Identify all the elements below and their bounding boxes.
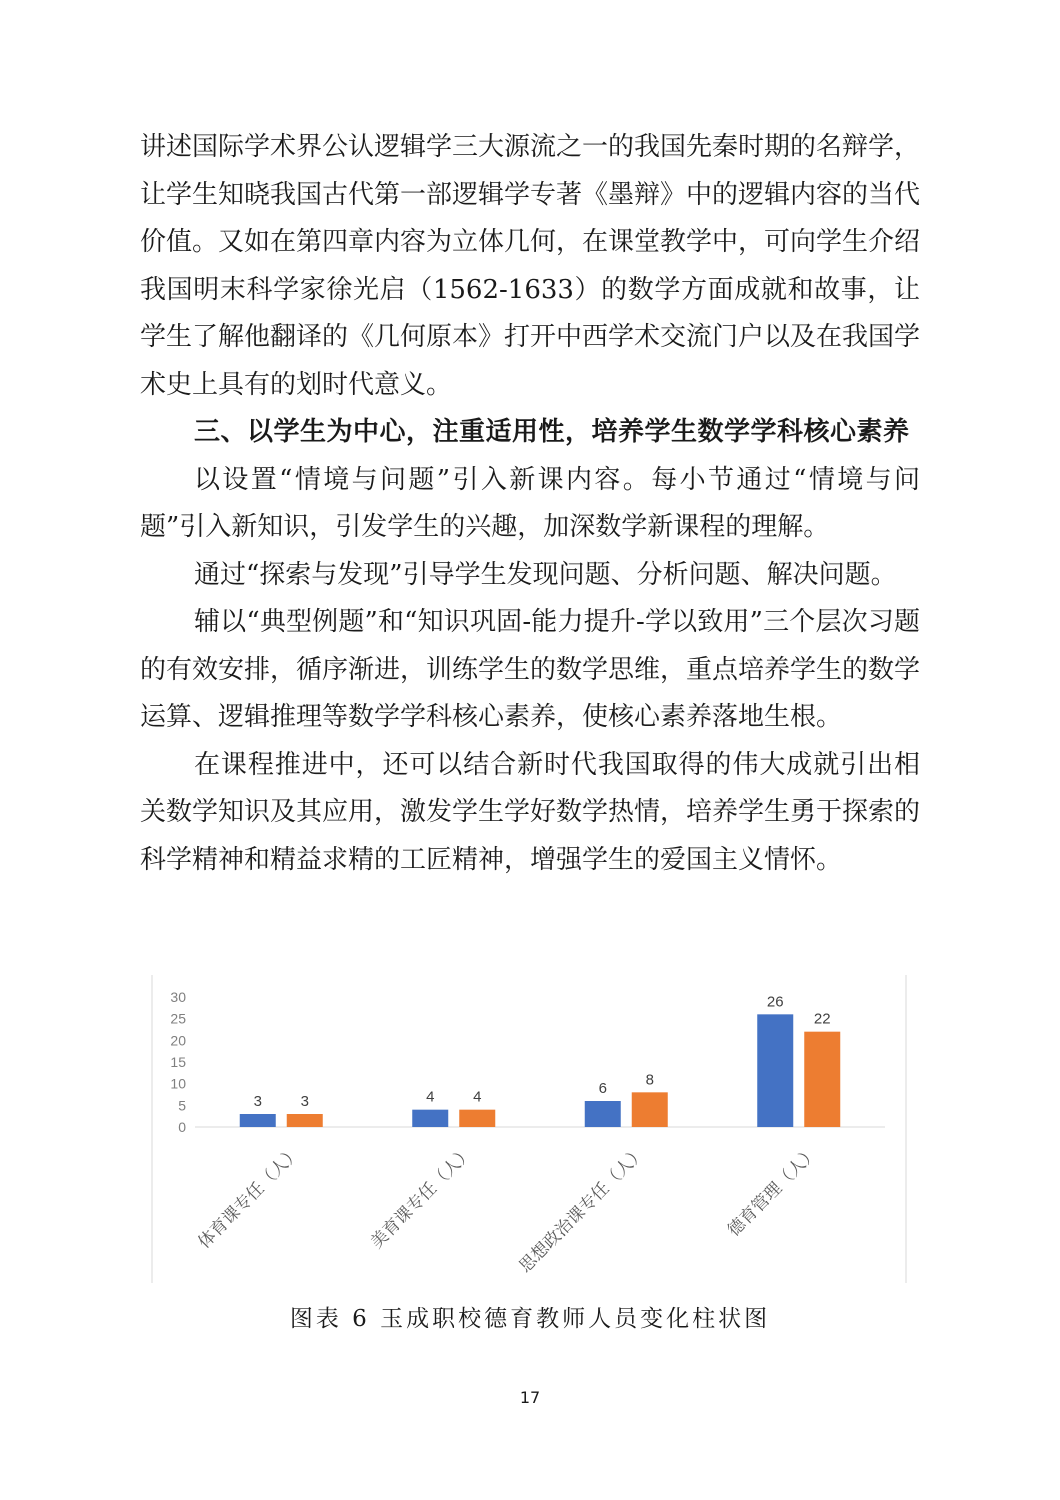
- category-label: 美育课专任（人）: [366, 1142, 478, 1253]
- paragraph-1: 讲述国际学术界公认逻辑学三大源流之一的我国先秦时期的名辩学，让学生知晓我国古代第一部逻辑学专著《墨辩》中的逻辑内容的当代价值。又如在第四章内容为立体几何，在课堂教学中，可向学生介绍我国明末科学家徐光启（1562-1633）的数学方面成就和故事，让学生了解他翻译的《几何原本》打开中西学术交流门户以及在我国学术史上具有的划时代意义。: [140, 132, 921, 400]
- bar: [804, 1032, 840, 1127]
- data-label: 4: [426, 1088, 435, 1106]
- bar: [287, 1114, 323, 1127]
- bar: [757, 1014, 793, 1127]
- y-tick-label: 25: [170, 1010, 186, 1027]
- y-tick-label: 10: [170, 1075, 186, 1092]
- figure-caption: 图表 6 玉成职校德育教师人员变化柱状图: [289, 1306, 771, 1332]
- data-label: 26: [766, 993, 784, 1011]
- category-label: 德育管理（人）: [723, 1142, 823, 1241]
- category-label: 体育课专任（人）: [194, 1142, 305, 1253]
- paragraph-3: 通过“探索与发现”引导学生发现问题、分析问题、解决问题。: [194, 559, 897, 590]
- data-label: 3: [300, 1093, 309, 1110]
- paragraph-5: 在课程推进中，还可以结合新时代我国取得的伟大成就引出相关数学知识及其应用，激发学生学好数学热情，培养学生勇于探索的科学精神和精益求精的工匠精神，增强学生的爱国主义情怀。: [140, 749, 921, 875]
- paragraph-4: 辅以“典型例题”和“知识巩固-能力提升-学以致用”三个层次习题的有效安排，循序渐进，训练学生的数学思维，重点培养学生的数学运算、逻辑推理等数学学科核心素养，使核心素养落地生根。: [140, 607, 921, 732]
- category-label: 思想政治课专任（人）: [515, 1142, 650, 1277]
- y-tick-label: 30: [170, 989, 186, 1005]
- y-tick-label: 5: [178, 1097, 186, 1114]
- y-tick-label: 20: [170, 1032, 186, 1049]
- body-text: [140, 124, 920, 884]
- y-tick-label: 0: [178, 1119, 186, 1135]
- paragraph-2: 以设置“情境与问题”引入新课内容。每小节通过“情境与问题”引入新知识，引发学生的兴趣，加深数学新课程的理解。: [140, 464, 920, 542]
- data-label: 22: [813, 1010, 831, 1028]
- bar-chart: [150, 975, 910, 1285]
- bar: [585, 1101, 621, 1127]
- data-label: 3: [253, 1093, 262, 1110]
- section-heading: 三、以学生为中心，注重适用性，培养学生数学学科核心素养: [194, 417, 910, 447]
- data-label: 8: [645, 1071, 654, 1089]
- bar: [632, 1092, 668, 1127]
- bar: [240, 1114, 276, 1127]
- bar: [412, 1110, 448, 1127]
- y-tick-label: 15: [170, 1054, 186, 1070]
- data-label: 4: [473, 1088, 482, 1106]
- bar: [459, 1110, 495, 1127]
- page-number: 17: [519, 1388, 541, 1407]
- chart-svg: [150, 975, 910, 1285]
- data-label: 6: [598, 1080, 607, 1097]
